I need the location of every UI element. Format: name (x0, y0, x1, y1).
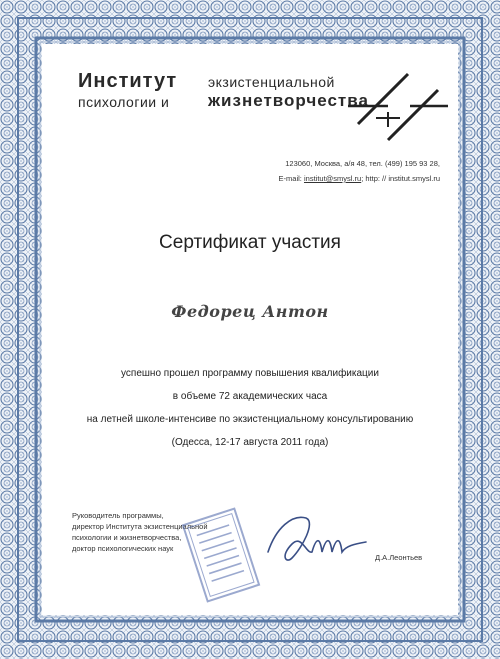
contact-web-row (250, 171, 440, 186)
email-label: E-mail: (278, 174, 302, 183)
body-line-4: (Одесса, 12-17 августа 2011 года) (171, 437, 329, 448)
body-line-1: успешно прошел программу повышения квалификации (121, 368, 379, 379)
body-line-2: в объеме 72 академических часа (172, 391, 328, 402)
body-line-3: на летней школе-интенсиве по экзистенциальному консультированию (86, 414, 414, 425)
logo-line2-right: жизнетворчества (208, 91, 369, 110)
recipient-name: Федорец Антон (171, 302, 329, 321)
logo-line2-left: психологии и (78, 94, 170, 110)
logo-line1-right: экзистенциальной (208, 74, 335, 90)
certificate-body (0, 362, 500, 454)
logo-line1-left: Институт (78, 70, 178, 92)
signer-line-2: директор Института экзистенциальной (72, 522, 208, 531)
signer-line-3: психологии и жизнетворчества, (72, 533, 182, 542)
website-link[interactable]: institut.smysl.ru (388, 174, 440, 183)
contact-block (250, 156, 440, 186)
signer-line-4: доктор психологических наук (72, 544, 174, 553)
signer-name: Д.А.Леонтьев (375, 553, 423, 562)
certificate-title: Сертификат участия (159, 232, 341, 253)
http-label: ; http: // (361, 174, 387, 183)
contact-address: 123060, Москва, а/я 48, тел. (499) 195 93 28, (285, 159, 440, 168)
logo-mark-icon (348, 72, 458, 142)
signer-line-1: Руководитель программы, (72, 511, 164, 520)
stamp-icon (176, 505, 266, 605)
email-link[interactable]: institut@smysl.ru (303, 174, 362, 183)
signature-mark (262, 508, 372, 568)
institute-logo (78, 70, 438, 160)
